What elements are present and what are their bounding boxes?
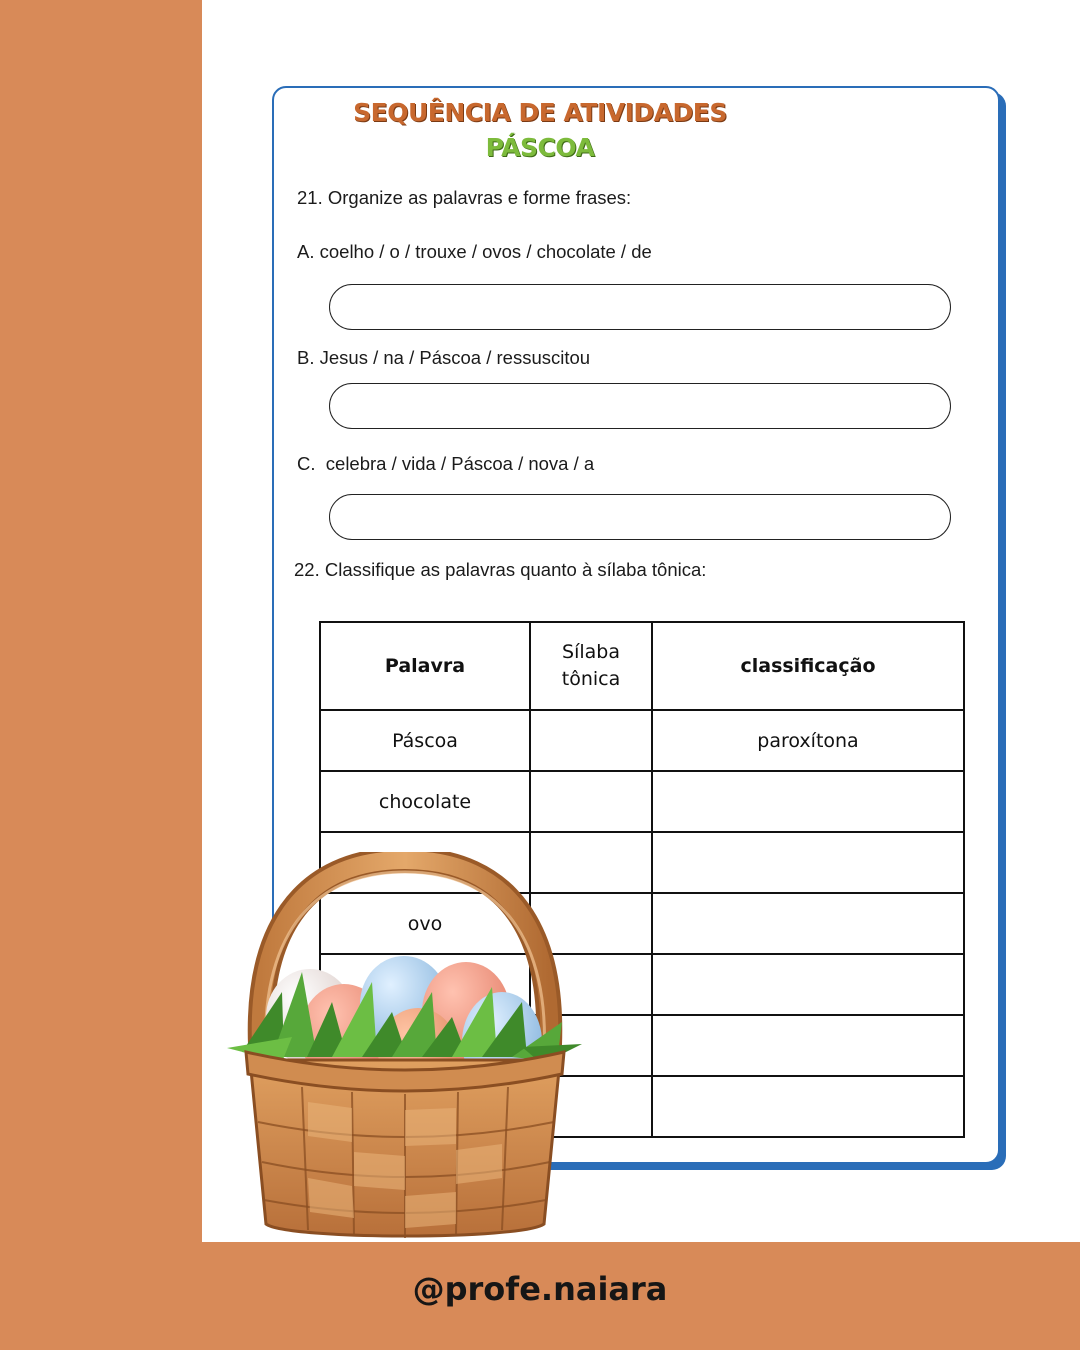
cell-classification[interactable] [652,1076,964,1137]
answer-box-c[interactable] [329,494,951,540]
item-a-words: A. coelho / o / trouxe / ovos / chocolate / de [297,241,652,262]
cell-syllable[interactable] [530,710,652,771]
cell-word: ovo [320,893,530,954]
cell-classification[interactable] [652,771,964,832]
cell-word: chocolate [320,771,530,832]
table-row [320,710,964,771]
item-c-words: C. celebra / vida / Páscoa / nova / a [297,453,595,474]
cell-classification[interactable] [652,954,964,1015]
cell-classification[interactable] [652,832,964,893]
answer-box-b[interactable] [329,383,951,429]
cell-classification: paroxítona [652,710,964,771]
question-21: 21. Organize as palavras e forme frases: [297,187,632,208]
item-b-words: B. Jesus / na / Páscoa / ressuscitou [297,347,591,368]
header-palavra: Palavra [320,622,530,710]
cell-classification[interactable] [652,893,964,954]
table-row [320,771,964,832]
easter-basket-icon [222,852,588,1244]
question-22: 22. Classifique as palavras quanto à sílaba tônica: [294,559,707,580]
cell-classification[interactable] [652,1015,964,1076]
header-silaba-tonica: Sílaba tônica [530,622,652,710]
header-classificacao: classificação [652,622,964,710]
cell-syllable[interactable] [530,771,652,832]
cell-word: Páscoa [320,710,530,771]
table-header-row [320,622,964,710]
sheet-subtitle: PÁSCOA [485,133,595,162]
answer-box-a[interactable] [329,284,951,330]
sheet-title: SEQUÊNCIA DE ATIVIDADES [353,98,727,127]
instagram-handle: @profe.naiara [412,1270,668,1308]
